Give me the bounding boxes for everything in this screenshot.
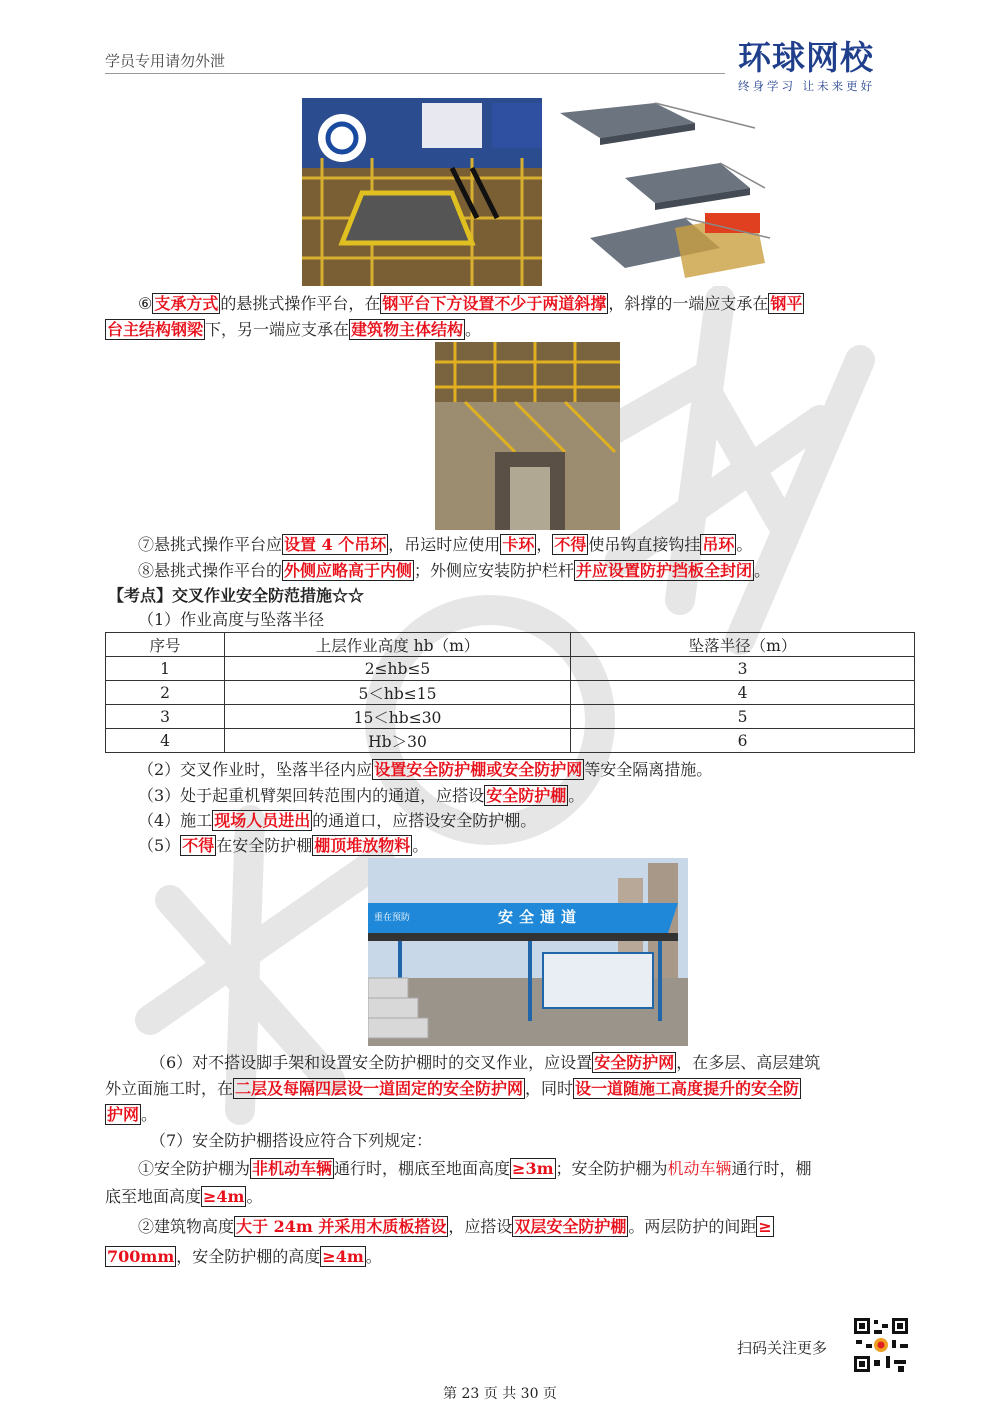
qr-code-icon[interactable] [852,1316,910,1374]
rule-1-line1 [138,1157,812,1181]
cell: 3 [571,657,915,681]
banner-left-text: 重在预防 [374,913,411,923]
cell: 4 [571,681,915,705]
fall-radius-table [105,632,915,753]
cell: 15＜hb≤30 [225,705,571,729]
highlight: 支承方式 [154,294,219,313]
highlight: 卡环 [502,535,535,554]
banner-text: 安全通道 [498,908,583,926]
text: （6）对不搭设脚手架和设置安全防护棚时的交叉作业，应设置 [150,1053,593,1072]
item-5 [138,834,428,858]
highlight: 700mm [107,1247,175,1266]
red-text: 机动车辆 [667,1159,732,1178]
text: （4）施工 [138,811,213,830]
highlight: 设置 4 个吊环 [284,535,387,554]
item-6-line3 [105,1103,157,1127]
highlight: 不得 [182,836,215,855]
photo-scaffold-platform [302,98,542,286]
text: （2）交叉作业时，坠落半径内应 [138,760,373,779]
highlight: 不得 [554,535,587,554]
para-6-line1 [138,292,804,316]
rule-2-line1 [138,1215,774,1239]
table-row [106,657,915,681]
table-row [106,729,915,753]
text: ；安全防护棚为 [555,1159,668,1178]
header-confidential-text: 学员专用请勿外泄 [105,52,226,70]
photo-diagonal-braces [435,342,620,530]
text: 在安全防护棚 [216,836,313,855]
text: 。 [246,1187,263,1206]
col-header: 上层作业高度 hb（m） [225,633,571,657]
item-7: （7）安全防护棚搭设应符合下列规定： [150,1131,433,1150]
highlight: 建筑物主体结构 [351,320,464,339]
text: ⑥ [138,294,153,313]
cell: 2≤hb≤5 [225,657,571,681]
rule-1-line2 [105,1185,263,1209]
text: ②建筑物高度 [138,1217,235,1236]
text: ；外侧应安装防护栏杆 [414,561,575,580]
rule-2-line2 [105,1245,382,1269]
highlight: 设置安全防护棚或安全防护网 [374,760,583,779]
table-row [106,705,915,729]
text: 。 [754,561,771,580]
text: 。 [412,836,429,855]
highlight: ≥4m [322,1247,364,1266]
highlight: 双层安全防护棚 [514,1217,627,1236]
item-6-line1 [150,1051,820,1075]
text: 的悬挑式操作平台，在 [220,294,381,313]
text: 通行时，棚底至地面高度 [334,1159,511,1178]
text: ⑧悬挑式操作平台的 [138,561,283,580]
para-7 [138,533,752,557]
text: 使吊钩直接钩挂 [588,535,701,554]
text: 。 [141,1105,158,1124]
highlight: 钢平台下方设置不少于两道斜撑 [382,294,607,313]
col-header: 坠落半径（m） [571,633,915,657]
cell: 5 [571,705,915,729]
text: 。 [736,535,753,554]
highlight: ≥3m [512,1159,554,1178]
item-2 [138,758,712,782]
highlight: 安全防护棚 [486,786,567,805]
text: 底至地面高度 [105,1187,202,1206]
text: 通行时，棚 [731,1159,812,1178]
item-3 [138,784,584,808]
highlight: 并应设置防护挡板全封闭 [576,561,753,580]
item-4 [138,809,536,833]
highlight: 非机动车辆 [252,1159,333,1178]
text: （5） [138,836,181,855]
header-divider [105,73,725,74]
highlight: 台主结构钢梁 [107,320,204,339]
highlight: 二层及每隔四层设一道固定的安全防护网 [235,1079,524,1098]
logo-sub-text: 终身学习 让未来更好 [738,79,876,93]
item-6-line2 [105,1077,801,1101]
table-row [106,681,915,705]
qr-caption: 扫码关注更多 [737,1339,828,1357]
cell: 5＜hb≤15 [225,681,571,705]
text: 。 [465,320,482,339]
highlight: 护网 [107,1105,140,1124]
highlight: 安全防护网 [594,1053,675,1072]
text: 下，另一端应支承在 [205,320,350,339]
text: ，安全防护棚的高度 [176,1247,321,1266]
highlight: 设一道随施工高度提升的安全防 [575,1079,800,1098]
highlight: 现场人员进出 [214,811,311,830]
highlight: 吊环 [702,535,735,554]
text: 的通道口，应搭设安全防护棚。 [312,811,537,830]
cell: 6 [571,729,915,753]
text: ，应搭设 [448,1217,513,1236]
cell: 3 [106,705,225,729]
highlight: ≥4m [203,1187,245,1206]
text: 外立面施工时，在 [105,1079,234,1098]
text: ，在多层、高层建筑 [676,1053,821,1072]
photo-safety-passage [368,858,688,1046]
col-header: 序号 [106,633,225,657]
section-title: 【考点】交叉作业安全防范措施☆☆ [108,586,365,605]
text: ⑦悬挑式操作平台应 [138,535,283,554]
highlight: 外侧应略高于内侧 [284,561,413,580]
render-cantilever-platforms [555,98,777,286]
text: 。 [568,786,585,805]
text: 等安全隔离措施。 [584,760,713,779]
text: ，斜撑的一端应支承在 [608,294,769,313]
text: （3）处于起重机臂架回转范围内的通道，应搭设 [138,786,485,805]
cell: Hb＞30 [225,729,571,753]
text: ， [536,535,553,554]
table-header-row [106,633,915,657]
highlight: ≥ [758,1217,772,1236]
cell: 1 [106,657,225,681]
brand-logo [738,40,913,100]
text: ，同时 [525,1079,574,1098]
highlight: 钢平 [770,294,803,313]
subheading-1: （1）作业高度与坠落半径 [138,610,325,629]
highlight: 大于 24m 并采用木质板搭设 [236,1217,447,1236]
para-6-line2 [105,318,481,342]
para-8 [138,559,770,583]
page-number: 第 23 页 共 30 页 [443,1386,557,1402]
text: ①安全防护棚为 [138,1159,251,1178]
logo-main-text: 环球网校 [738,38,874,77]
cell: 2 [106,681,225,705]
text: 。 [365,1247,382,1266]
cell: 4 [106,729,225,753]
text: 。两层防护的间距 [628,1217,757,1236]
text: ，吊运时应使用 [388,535,501,554]
highlight: 棚顶堆放物料 [314,836,411,855]
